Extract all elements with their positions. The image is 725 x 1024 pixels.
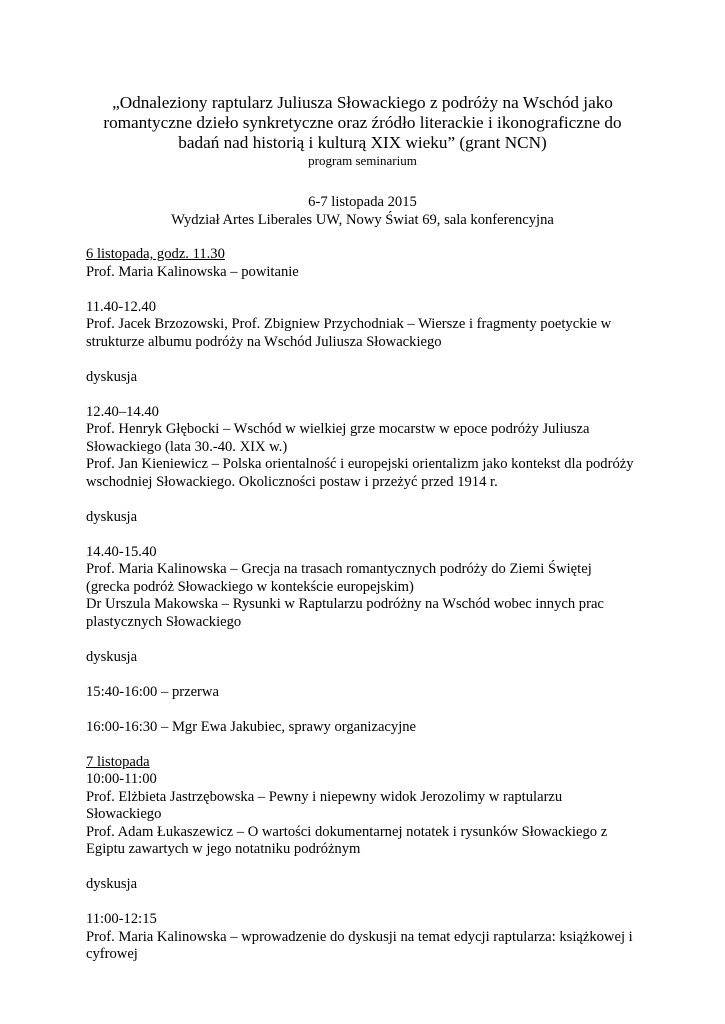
discussion-item: dyskusja — [86, 508, 138, 525]
session-text: (grecka podróż Słowackiego w kontekście europejskim) — [86, 578, 414, 595]
program-schedule — [86, 246, 656, 964]
session-text: Słowackiego — [86, 806, 162, 822]
session-text: Prof. Adam Łukaszewicz – O wartości dokumentarnej notatek i rysunków Słowackiego z — [86, 823, 608, 840]
discussion-item: dyskusja — [86, 648, 138, 665]
title-line: romantyczne dzieło synkretyczne oraz źródło literackie i ikonograficzne do — [103, 113, 622, 132]
day2-heading: 7 listopada — [86, 753, 150, 770]
title-line: „Odnaleziony raptularz Juliusza Słowackiego z podróży na Wschód jako — [112, 93, 613, 112]
event-venue: Wydział Artes Liberales UW, Nowy Świat 69, sala konferencyjna — [171, 212, 554, 228]
event-date: 6-7 listopada 2015 — [308, 194, 417, 210]
session-text: Prof. Jacek Brzozowski, Prof. Zbigniew Przychodniak – Wiersze i fragmenty poetyckie w — [86, 316, 612, 332]
session-text: plastycznych Słowackiego — [86, 613, 242, 630]
session-text: Prof. Henryk Głębocki – Wschód w wielkiej grze mocarstw w epoce podróży Juliusza — [86, 421, 590, 437]
session-text: Egiptu zawartych w jego notatniku podróżnym — [86, 841, 361, 857]
day1-heading: 6 listopada, godz. 11.30 — [86, 246, 225, 262]
session-text: Słowackiego (lata 30.-40. XIX w.) — [86, 438, 288, 455]
session-text: strukturze albumu podróży na Wschód Juliusza Słowackiego — [86, 333, 442, 350]
session-time: 11:00-12:15 — [86, 911, 157, 927]
session-text: Dr Urszula Makowska – Rysunki w Raptularzu podróżny na Wschód wobec innych prac — [86, 596, 604, 612]
session-text: Prof. Maria Kalinowska – wprowadzenie do dyskusji na temat edycji raptularza: książkowej i — [86, 928, 633, 945]
session-text: cyfrowej — [86, 946, 138, 962]
session-time: 10:00-11:00 — [86, 771, 157, 787]
organizational-item: 16:00-16:30 – Mgr Ewa Jakubiec, sprawy organizacyjne — [86, 718, 417, 735]
session-text: Prof. Elżbieta Jastrzębowska – Pewny i niepewny widok Jerozolimy w raptularzu — [86, 788, 563, 805]
document-subtitle: program seminarium — [308, 153, 417, 168]
document-header — [60, 93, 665, 168]
document-title — [60, 93, 665, 153]
session-time: 11.40-12.40 — [86, 298, 156, 315]
break-item: 15:40-16:00 – przerwa — [86, 683, 219, 700]
opening-item: Prof. Maria Kalinowska – powitanie — [86, 263, 299, 280]
title-line: badań nad historią i kulturą XIX wieku” (grant NCN) — [178, 133, 547, 152]
event-info — [60, 193, 665, 229]
session-time: 12.40–14.40 — [86, 403, 159, 420]
session-text: Prof. Jan Kieniewicz – Polska orientalność i europejski orientalizm jako kontekst dla podróży — [86, 456, 634, 472]
session-text: wschodniej Słowackiego. Okoliczności postaw i przeżyć przed 1914 r. — [86, 473, 498, 490]
discussion-item: dyskusja — [86, 876, 138, 892]
session-time: 14.40-15.40 — [86, 543, 157, 560]
discussion-item: dyskusja — [86, 368, 138, 385]
session-text: Prof. Maria Kalinowska – Grecja na trasach romantycznych podróży do Ziemi Świętej — [86, 561, 592, 577]
